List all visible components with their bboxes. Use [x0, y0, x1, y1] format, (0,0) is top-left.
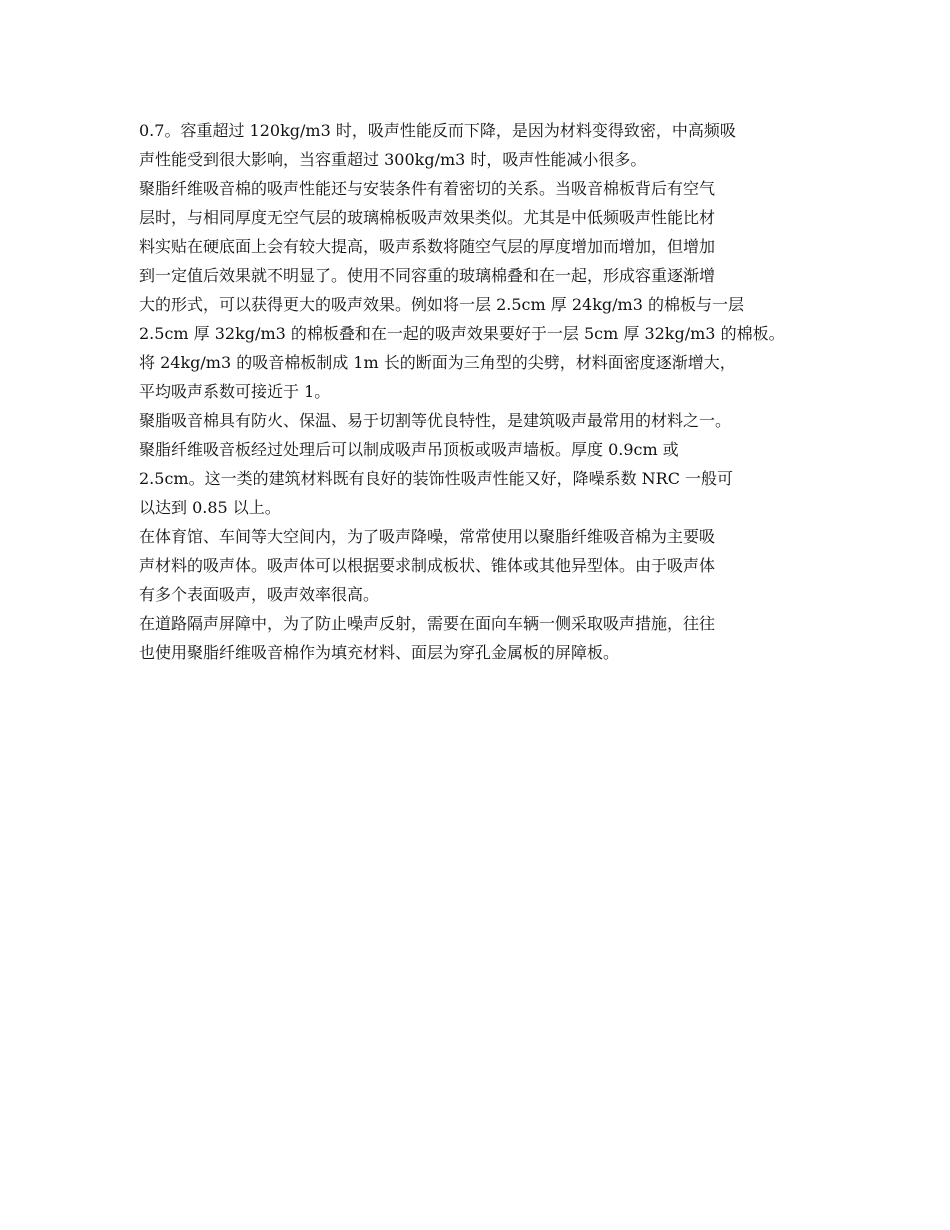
text-line: 在道路隔声屏障中，为了防止噪声反射，需要在面向车辆一侧采取吸声措施，往往 [139, 614, 716, 633]
text-line: 大的形式，可以获得更大的吸声效果。例如将一层 2.5cm 厚 24kg/m3 的棉板与一层 [139, 295, 744, 314]
text-line: 也使用聚脂纤维吸音棉作为填充材料、面层为穿孔金属板的屏障板。 [139, 643, 620, 662]
text-line: 聚脂纤维吸音棉的吸声性能还与安装条件有着密切的关系。当吸音棉板背后有空气 [139, 179, 716, 198]
text-line: 料实贴在硬底面上会有较大提高，吸声系数将随空气层的厚度增加而增加，但增加 [139, 237, 716, 256]
text-line: 以达到 0.85 以上。 [139, 498, 281, 517]
text-line: 聚脂纤维吸音板经过处理后可以制成吸声吊顶板或吸声墙板。厚度 0.9cm 或 [139, 440, 679, 459]
text-line: 2.5cm。这一类的建筑材料既有良好的装饰性吸声性能又好，降噪系数 NRC 一般可 [139, 469, 734, 488]
document-body [139, 116, 839, 667]
text-line: 2.5cm 厚 32kg/m3 的棉板叠和在一起的吸声效果要好于一层 5cm 厚 32kg/m3 的棉板。 [139, 324, 785, 343]
text-line: 有多个表面吸声，吸声效率很高。 [139, 585, 380, 604]
text-line: 将 24kg/m3 的吸音棉板制成 1m 长的断面为三角型的尖劈，材料面密度逐渐增大， [139, 353, 736, 372]
text-line: 聚脂吸音棉具有防火、保温、易于切割等优良特性，是建筑吸声最常用的材料之一。 [139, 411, 732, 430]
text-line: 到一定值后效果就不明显了。使用不同容重的玻璃棉叠和在一起，形成容重逐渐增 [139, 266, 716, 285]
text-line: 声材料的吸声体。吸声体可以根据要求制成板状、锥体或其他异型体。由于吸声体 [139, 556, 716, 575]
text-line: 声性能受到很大影响，当容重超过 300kg/m3 时，吸声性能减小很多。 [139, 150, 647, 169]
text-line: 平均吸声系数可接近于 1。 [139, 382, 331, 401]
text-line: 在体育馆、车间等大空间内，为了吸声降噪，常常使用以聚脂纤维吸音棉为主要吸 [139, 527, 716, 546]
text-line: 层时，与相同厚度无空气层的玻璃棉板吸声效果类似。尤其是中低频吸声性能比材 [139, 208, 716, 227]
text-line: 0.7。容重超过 120kg/m3 时，吸声性能反而下降，是因为材料变得致密，中高频吸 [139, 121, 736, 140]
